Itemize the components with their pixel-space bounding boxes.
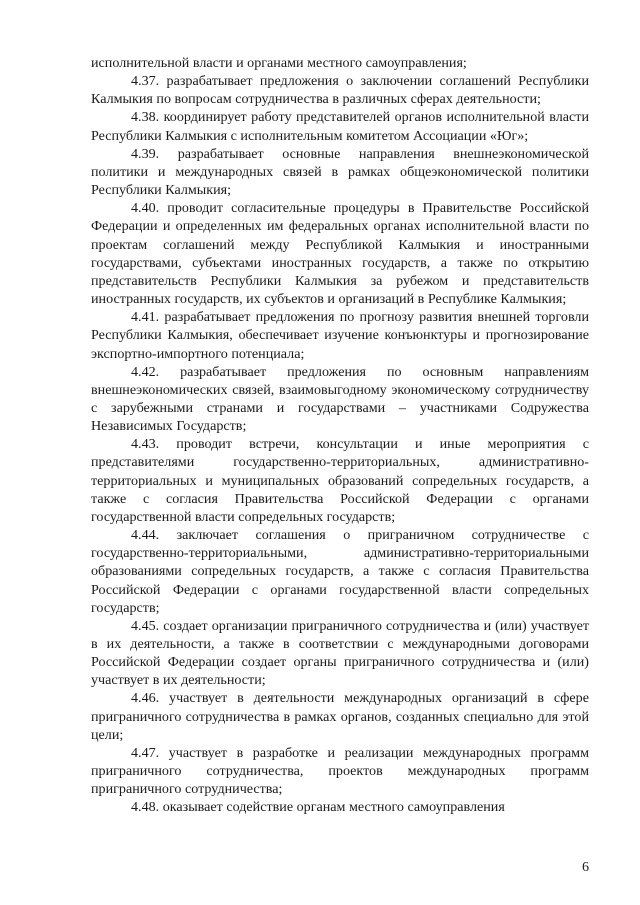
paragraph: 4.37. разрабатывает предложения о заключении соглашений Республики Калмыкия по вопросам сотрудничества в различных сферах деятельности; xyxy=(91,73,589,108)
paragraph: 4.48. оказывает содействие органам местного самоуправления xyxy=(131,799,505,816)
paragraph: 4.46. участвует в деятельности международных организаций в сфере приграничного сотрудничества в рамках органов, созданных специально для этой цели; xyxy=(91,690,589,743)
paragraph: 4.47. участвует в разработке и реализации международных программ приграничного сотрудничества, проектов международных программ приграничного сотрудничества; xyxy=(91,744,589,798)
paragraph: 4.44. заключает соглашения о приграничном сотрудничестве с государственно-территориальными, административно-территориальными образованиями сопредельных государств, а также с согласия Правительства Российской Федерации с органами государственной власти сопредельных государств; xyxy=(91,527,589,616)
page-number: 6 xyxy=(581,859,589,875)
paragraph: 4.40. проводит согласительные процедуры в Правительстве Российской Федерации и определенных им федеральных органах исполнительной власти по проектам соглашений между Республикой Калмыкия и иностранными государствами, субъектами иностранных государств, а также по открытию представительств Республики Калмыкия за рубежом и представительств иностранных государств, их субъектов и организаций в Республике Калмыкия; xyxy=(91,200,589,308)
paragraph: исполнительной власти и органами местного самоуправления; xyxy=(91,55,467,71)
paragraph: 4.39. разрабатывает основные направления внешнеэкономической политики и международных связей в рамках общеэкономической политики Республики Калмыкия; xyxy=(91,145,589,199)
document-body xyxy=(91,54,589,817)
paragraph: 4.41. разрабатывает предложения по прогнозу развития внешней торговли Республики Калмыкия, обеспечивает изучение конъюнктуры и прогнозирование экспортно-импортного потенциала; xyxy=(91,309,589,362)
paragraph: 4.43. проводит встречи, консультации и иные мероприятия с представителями государственно-территориальных, административно-территориальных и муниципальных образований сопредельных государств, а также с согласия Правительства Российской Федерации с органами государственной власти сопредельных государств; xyxy=(91,436,589,525)
paragraph: 4.45. создает организации приграничного сотрудничества и (или) участвует в их деятельности, а также в соответствии с международными договорами Российской Федерации создает органы приграничного сотрудничества и (или) участвует в их деятельности; xyxy=(91,617,589,689)
paragraph: 4.42. разрабатывает предложения по основным направлениям внешнеэкономических связей, взаимовыгодному экономическому сотрудничеству с зарубежными странами и государствами – участниками Содружества Независимых Государств; xyxy=(91,363,589,435)
paragraph: 4.38. координирует работу представителей органов исполнительной власти Республики Калмыкия с исполнительным комитетом Ассоциации «Юг»; xyxy=(91,109,589,144)
